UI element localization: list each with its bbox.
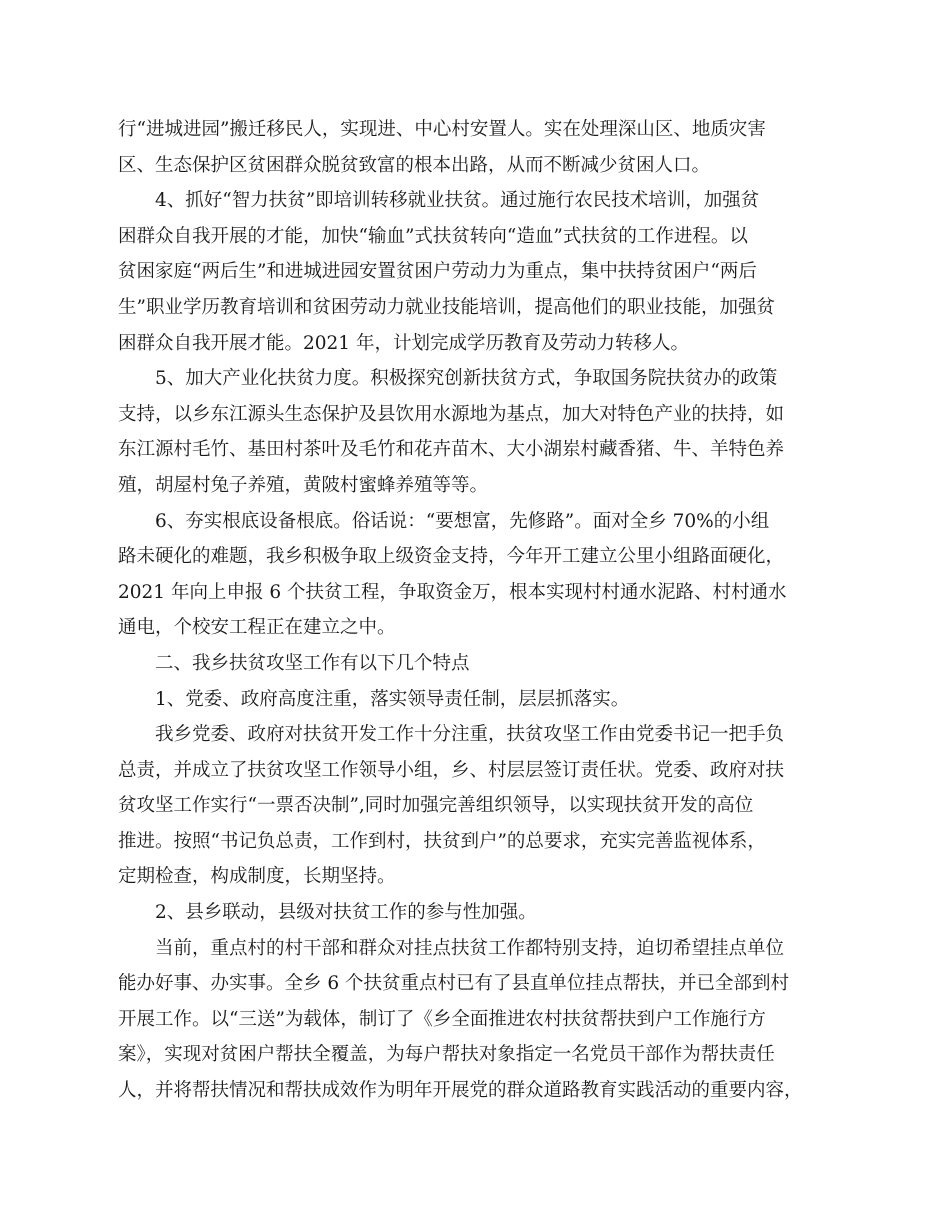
text-line: 困群众自我开展才能。2021 年，计划完成学历教育及劳动力转移人。 xyxy=(118,332,689,354)
text-line: 支持，以乡东江源头生态保护及县饮用水源地为基点，加大对特色产业的扶持，如 xyxy=(118,403,785,425)
document-body xyxy=(118,112,830,1109)
text-line: 二、我乡扶贫攻坚工作有以下几个特点 xyxy=(155,652,470,674)
text-line: 殖，胡屋村兔子养殖，黄陂村蜜蜂养殖等等。 xyxy=(118,474,489,496)
text-line: 生”职业学历教育培训和贫困劳动力就业技能培训，提高他们的职业技能，加强贫 xyxy=(118,296,775,318)
text-line: 6、夯实根底设备根底。俗话说：“要想富，先修路”。面对全乡 70%的小组 xyxy=(155,510,770,532)
text-line: 2021 年向上申报 6 个扶贫工程，争取资金万，根本实现村村通水泥路、村村通水 xyxy=(118,581,787,603)
text-line: 我乡党委、政府对扶贫开发工作十分注重，扶贫攻坚工作由党委书记一把手负 xyxy=(155,724,785,746)
text-line: 1、党委、政府高度注重，落实领导责任制，层层抓落实。 xyxy=(155,688,630,710)
text-line: 2、县乡联动，县级对扶贫工作的参与性加强。 xyxy=(155,902,537,924)
text-line: 5、加大产业化扶贫力度。积极探究创新扶贫方式，争取国务院扶贫办的政策 xyxy=(155,368,778,390)
text-line: 困群众自我开展的才能，加快“输血”式扶贫转向“造血”式扶贫的工作进程。以 xyxy=(118,225,748,247)
text-line: 总责，并成立了扶贫攻坚工作领导小组，乡、村层层签订责任状。党委、政府对扶 xyxy=(118,759,785,781)
text-line: 贫困家庭“两后生”和进城进园安置贫困户劳动力为重点，集中扶持贫困户“两后 xyxy=(118,261,757,283)
text-line: 定期检查，构成制度，长期坚持。 xyxy=(118,866,396,888)
text-line: 能办好事、办实事。全乡 6 个扶贫重点村已有了县直单位挂点帮扶，并已全部到村 xyxy=(118,973,790,995)
text-line: 贫攻坚工作实行“一票否决制”,同时加强完善组织领导，以实现扶贫开发的高位 xyxy=(118,795,754,817)
text-line: 当前，重点村的村干部和群众对挂点扶贫工作都特别支持，迫切希望挂点单位 xyxy=(155,937,785,959)
text-line: 路未硬化的难题，我乡积极争取上级资金支持，今年开工建立公里小组路面硬化， xyxy=(118,546,785,568)
text-line: 人，并将帮扶情况和帮扶成效作为明年开展党的群众道路教育实践活动的重要内容， xyxy=(118,1080,803,1102)
text-line: 推进。按照“书记负总责，工作到村，扶贫到户”的总要求，充实完善监视体系， xyxy=(118,830,766,852)
text-line: 案》，实现对贫困户帮扶全覆盖，为每户帮扶对象指定一名党员干部作为帮扶责任 xyxy=(118,1044,775,1066)
text-line: 4、抓好“智力扶贫”即培训转移就业扶贫。通过施行农民技术培训，加强贫 xyxy=(155,190,760,212)
text-line: 区、生态保护区贫困群众脱贫致富的根本出路，从而不断减少贫困人口。 xyxy=(118,154,711,176)
text-line: 通电，个校安工程正在建立之中。 xyxy=(118,617,396,639)
text-line: 东江源村毛竹、基田村茶叶及毛竹和花卉苗木、大小湖岽村藏香猪、牛、羊特色养 xyxy=(118,439,785,461)
text-line: 开展工作。以“三送”为载体，制订了《乡全面推进农村扶贫帮扶到户工作施行方 xyxy=(118,1008,766,1030)
text-line: 行“进城进园”搬迁移民人，实现进、中心村安置人。实在处理深山区、地质灾害 xyxy=(118,119,766,140)
